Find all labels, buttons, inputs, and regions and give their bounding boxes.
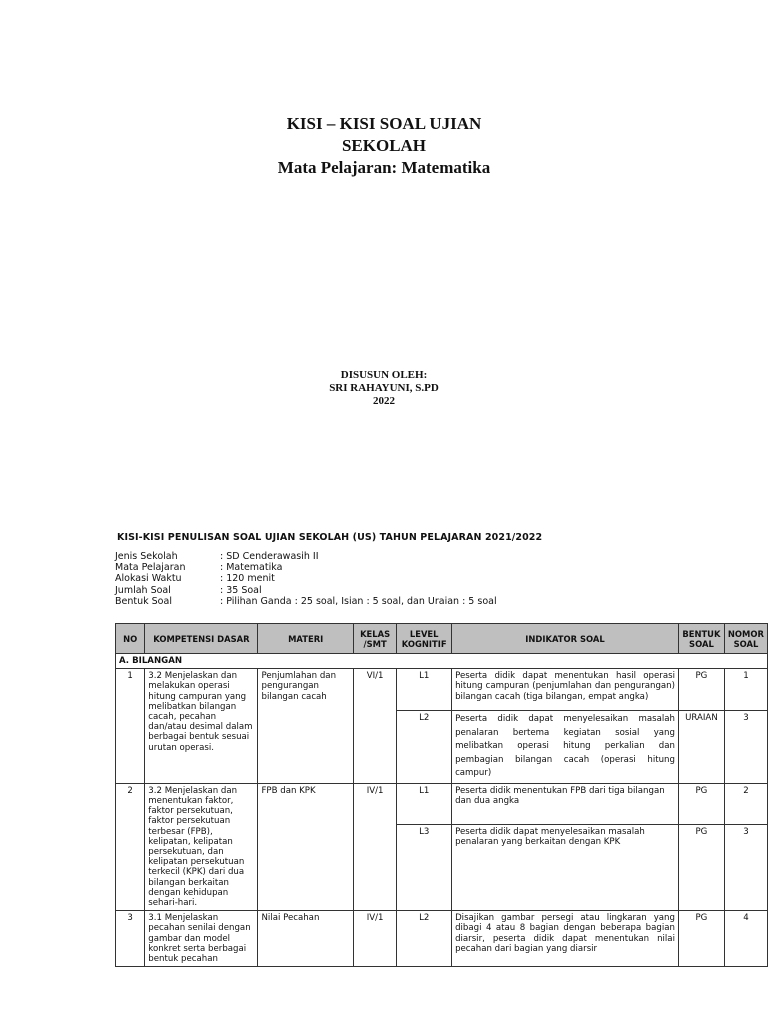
info-row — [115, 562, 497, 573]
info-row — [115, 596, 497, 607]
table-row — [116, 911, 768, 967]
cell-materi: Penjumlahan dan pengurangan bilangan cacah — [258, 669, 353, 784]
document-heading: KISI-KISI PENULISAN SOAL UJIAN SEKOLAH (US) TAHUN PELAJARAN 2021/2022 — [117, 532, 543, 543]
cell-indikator: Peserta didik dapat menyelesaikan masalah penalaran bertema kegiatan sosial yang melibatkan operasi hitung perkalian dan pembagian bilangan cacah (operasi hitung campur) — [452, 711, 679, 784]
cover-subject: Mata Pelajaran: Matematika — [277, 158, 491, 177]
cell-no: 2 — [116, 783, 145, 910]
header-no: NO — [116, 624, 145, 654]
cell-level: L2 — [397, 711, 452, 784]
cell-bentuk: PG — [678, 911, 724, 967]
cell-kelas: VI/1 — [353, 669, 396, 784]
info-value: : SD Cenderawasih II — [220, 551, 319, 562]
header-nomor-soal: NOMOR SOAL — [724, 624, 767, 654]
cover-title-line2: SEKOLAH — [341, 136, 427, 155]
cell-bentuk: PG — [678, 669, 724, 711]
info-value: : Pilihan Ganda : 25 soal, Isian : 5 soal, dan Uraian : 5 soal — [220, 595, 497, 607]
author-name: SRI RAHAYUNI, S.PD — [329, 382, 439, 394]
cell-kelas: IV/1 — [353, 783, 396, 910]
info-key: Jenis Sekolah — [115, 551, 178, 562]
header-level-kognitif: LEVEL KOGNITIF — [397, 624, 452, 654]
info-row — [115, 585, 497, 596]
cell-no: 3 — [116, 911, 145, 967]
cell-bentuk: PG — [678, 824, 724, 911]
info-value: : 120 menit — [220, 573, 275, 585]
cell-no: 1 — [116, 669, 145, 784]
year: 2022 — [373, 395, 395, 407]
info-row — [115, 573, 497, 584]
cell-materi: FPB dan KPK — [258, 783, 353, 910]
info-value: : 35 Soal — [220, 584, 262, 596]
cell-level: L1 — [397, 783, 452, 824]
cover-title-line1: KISI – KISI SOAL UJIAN — [286, 114, 482, 133]
cell-kompetensi-dasar: 3.1 Menjelaskan pecahan senilai dengan gambar dan model konkret serta berbagai bentuk pecahan — [145, 911, 258, 967]
cell-indikator: Disajikan gambar persegi atau lingkaran yang dibagi 4 atau 8 bagian dengan beberapa bagian diarsir, peserta didik dapat menentukan nilai pecahan dari bagian yang diarsir — [452, 911, 679, 967]
cell-indikator: Peserta didik dapat menyelesaikan masalah penalaran yang berkaitan dengan KPK — [452, 824, 679, 911]
header-kompetensi-dasar: KOMPETENSI DASAR — [145, 624, 258, 654]
table-row — [116, 783, 768, 824]
header-materi: MATERI — [258, 624, 353, 654]
cell-bentuk: URAIAN — [678, 711, 724, 784]
cell-nomor: 3 — [724, 824, 767, 911]
info-block — [115, 551, 497, 607]
cell-materi: Nilai Pecahan — [258, 911, 353, 967]
cell-indikator: Peserta didik dapat menentukan hasil operasi hitung campuran (penjumlahan dan pengurangan) bilangan cacah (tiga bilangan, empat angka) — [452, 669, 679, 711]
info-key: Bentuk Soal — [115, 595, 172, 607]
cell-level: L1 — [397, 669, 452, 711]
prepared-by-label: DISUSUN OLEH: — [340, 369, 428, 381]
header-bentuk-soal: BENTUK SOAL — [678, 624, 724, 654]
section-label: A. BILANGAN — [116, 654, 768, 669]
table-row — [116, 669, 768, 711]
info-key: Alokasi Waktu — [115, 573, 182, 585]
cell-level: L2 — [397, 911, 452, 967]
cell-nomor: 4 — [724, 911, 767, 967]
info-value: : Matematika — [220, 562, 283, 574]
cell-nomor: 2 — [724, 783, 767, 824]
cell-kelas: IV/1 — [353, 911, 396, 967]
section-row — [116, 654, 768, 669]
cell-level: L3 — [397, 824, 452, 911]
cell-indikator: Peserta didik menentukan FPB dari tiga bilangan dan dua angka — [452, 783, 679, 824]
cell-kompetensi-dasar: 3.2 Menjelaskan dan melakukan operasi hitung campuran yang melibatkan bilangan cacah, pecahan dan/atau desimal dalam berbagai bentuk sesuai urutan operasi. — [145, 669, 258, 784]
kisi-kisi-table — [115, 623, 768, 967]
cell-nomor: 1 — [724, 669, 767, 711]
cell-bentuk: PG — [678, 783, 724, 824]
header-kelas: KELAS /SMT — [353, 624, 396, 654]
table-header-row — [116, 624, 768, 654]
cell-kompetensi-dasar: 3.2 Menjelaskan dan menentukan faktor, faktor persekutuan, faktor persekutuan terbesar (FPB), kelipatan, kelipatan persekutuan, dan kelipatan persekutuan terkecil (KPK) dari dua bilangan berkaitan dengan kehidupan sehari-hari. — [145, 783, 258, 910]
info-key: Mata Pelajaran — [115, 562, 186, 574]
header-indikator-soal: INDIKATOR SOAL — [452, 624, 679, 654]
cell-nomor: 3 — [724, 711, 767, 784]
info-row — [115, 551, 497, 562]
info-key: Jumlah Soal — [115, 584, 171, 596]
